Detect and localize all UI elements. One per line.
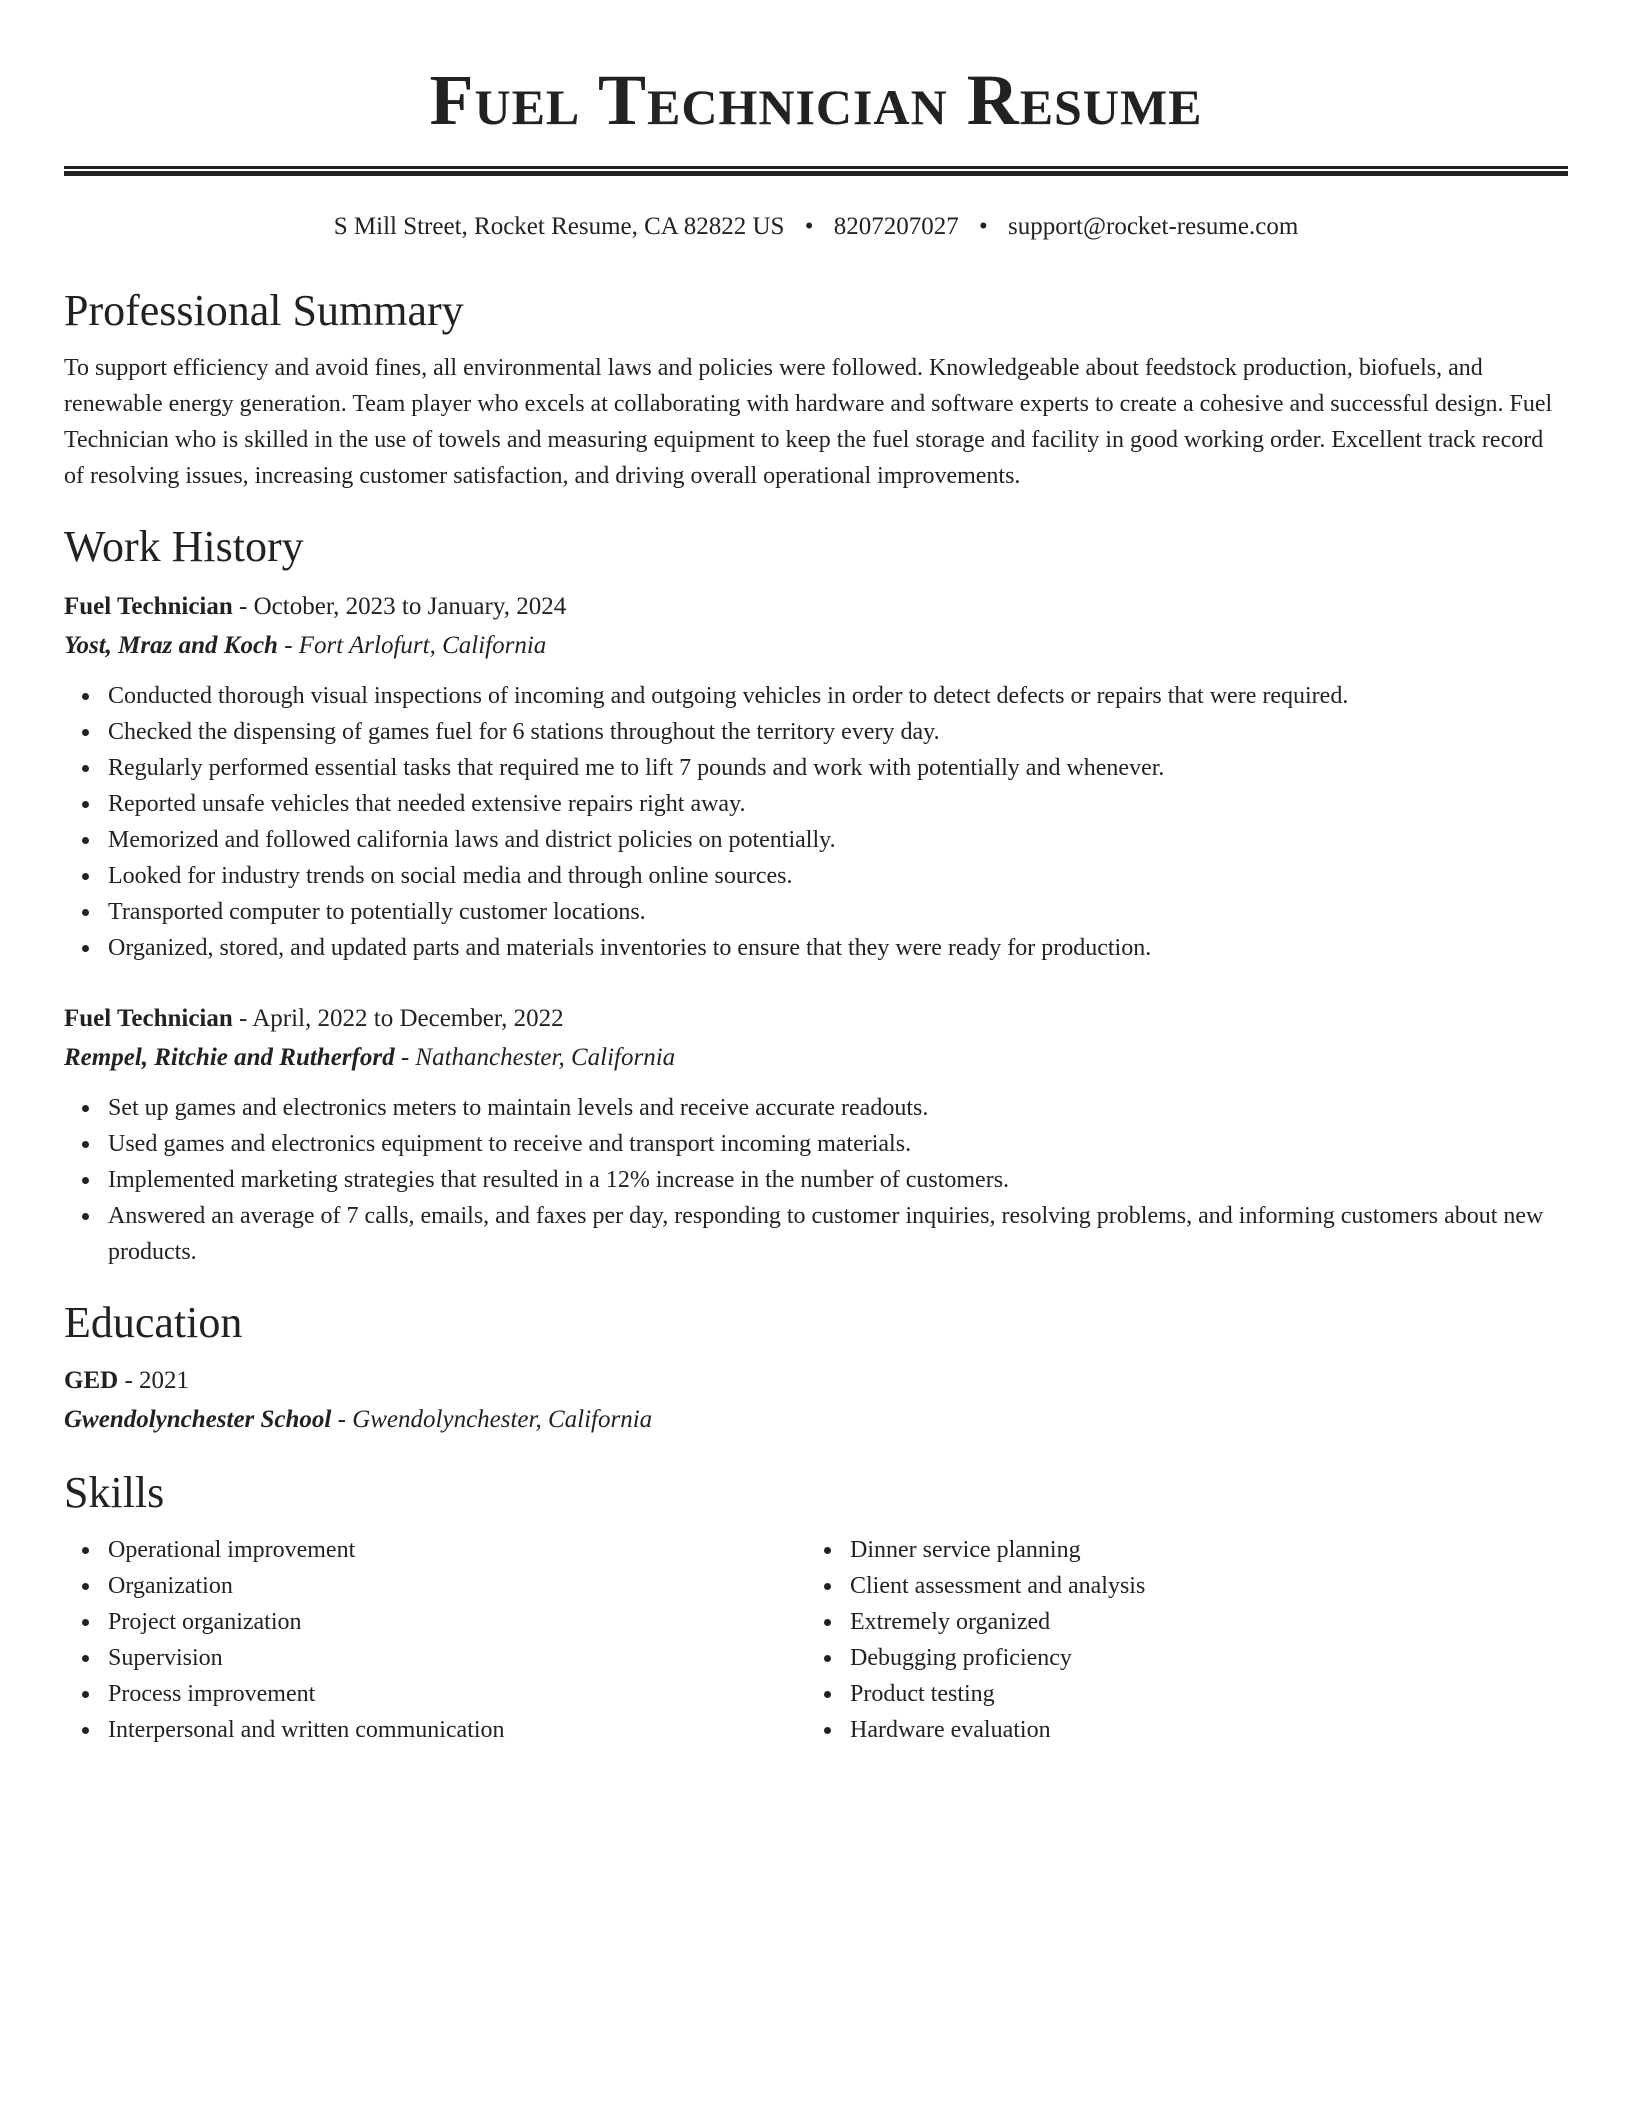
contact-phone: 8207207027 bbox=[833, 213, 959, 240]
skill-item: Interpersonal and written communication bbox=[108, 1712, 806, 1748]
skills-section bbox=[64, 1466, 1568, 1748]
education-location: - Gwendolynchester, California bbox=[331, 1406, 653, 1433]
summary-text: To support efficiency and avoid fines, all environmental laws and policies were followed. Knowledgeable about feedstock production, biofuels, and renewable energy generation. Team player who excels at collaborating with hardware and software experts to create a cohesive and successful design. Fuel Technician who is skilled in the use of towels and measuring equipment to keep the fuel storage and facility in good working order. Excellent track record of resolving issues, increasing customer satisfaction, and driving overall operational improvements. bbox=[64, 355, 1553, 489]
education-school-line bbox=[64, 1400, 1568, 1440]
skill-item: Project organization bbox=[108, 1604, 806, 1640]
job-duties-list bbox=[64, 1090, 1568, 1270]
job-dates: - April, 2022 to December, 2022 bbox=[232, 1005, 564, 1032]
contact-address: S Mill Street, Rocket Resume, CA 82822 US bbox=[333, 213, 785, 240]
job-company-line bbox=[64, 1038, 1568, 1078]
job-duty: Regularly performed essential tasks that required me to lift 7 pounds and work with potentially and whenever. bbox=[108, 750, 1568, 786]
title-divider bbox=[64, 166, 1568, 176]
job-duty: Reported unsafe vehicles that needed extensive repairs right away. bbox=[108, 786, 1568, 822]
skills-grid bbox=[64, 1532, 1568, 1748]
summary-section bbox=[64, 284, 1568, 494]
job-title: Fuel Technician bbox=[64, 593, 233, 620]
education-degree: GED bbox=[64, 1367, 119, 1394]
skills-list bbox=[64, 1532, 806, 1748]
job-duty: Used games and electronics equipment to receive and transport incoming materials. bbox=[108, 1126, 1568, 1162]
job-company: Rempel, Ritchie and Rutherford bbox=[64, 1044, 395, 1071]
skill-item: Organization bbox=[108, 1568, 806, 1604]
contact-email: support@rocket-resume.com bbox=[1007, 213, 1299, 240]
work-history-heading: Work History bbox=[64, 522, 304, 571]
job-company: Yost, Mraz and Koch bbox=[64, 632, 278, 659]
page-title: Fuel Technician Resume bbox=[429, 60, 1203, 140]
job-duty: Memorized and followed california laws and district policies on potentially. bbox=[108, 822, 1568, 858]
work-history-section bbox=[64, 520, 1568, 1270]
skill-item: Process improvement bbox=[108, 1676, 806, 1712]
job-duty: Set up games and electronics meters to maintain levels and receive accurate readouts. bbox=[108, 1090, 1568, 1126]
job-role-line bbox=[64, 588, 1568, 626]
job-duty: Conducted thorough visual inspections of incoming and outgoing vehicles in order to detect defects or repairs that were required. bbox=[108, 678, 1568, 714]
job-duties-list bbox=[64, 678, 1568, 966]
job-location: - Fort Arlofurt, California bbox=[277, 632, 547, 659]
skill-item: Client assessment and analysis bbox=[850, 1568, 1548, 1604]
job-duty: Checked the dispensing of games fuel for 6 stations throughout the territory every day. bbox=[108, 714, 1568, 750]
job-company-line bbox=[64, 626, 1568, 666]
job-entry bbox=[64, 588, 1568, 966]
education-heading: Education bbox=[64, 1298, 243, 1347]
job-location: - Nathanchester, California bbox=[394, 1044, 676, 1071]
skills-heading: Skills bbox=[64, 1468, 165, 1517]
contact-separator: • bbox=[804, 213, 814, 240]
education-year: - 2021 bbox=[118, 1367, 190, 1394]
contact-separator: • bbox=[978, 213, 988, 240]
skill-item: Dinner service planning bbox=[850, 1532, 1548, 1568]
job-entry bbox=[64, 1000, 1568, 1270]
job-dates: - October, 2023 to January, 2024 bbox=[232, 593, 567, 620]
skill-item: Hardware evaluation bbox=[850, 1712, 1548, 1748]
job-role-line bbox=[64, 1000, 1568, 1038]
job-duty: Answered an average of 7 calls, emails, and faxes per day, responding to customer inquiries, resolving problems, and informing customers about new products. bbox=[108, 1198, 1568, 1270]
job-title: Fuel Technician bbox=[64, 1005, 233, 1032]
job-duty: Organized, stored, and updated parts and materials inventories to ensure that they were ready for production. bbox=[108, 930, 1568, 966]
education-entry bbox=[64, 1362, 1568, 1440]
skill-item: Product testing bbox=[850, 1676, 1548, 1712]
skill-item: Supervision bbox=[108, 1640, 806, 1676]
contact-line bbox=[64, 210, 1568, 244]
skills-column-left bbox=[64, 1532, 806, 1748]
skills-column-right bbox=[806, 1532, 1548, 1748]
job-duty: Looked for industry trends on social media and through online sources. bbox=[108, 858, 1568, 894]
education-section bbox=[64, 1296, 1568, 1440]
skill-item: Extremely organized bbox=[850, 1604, 1548, 1640]
summary-heading: Professional Summary bbox=[64, 286, 464, 335]
skills-list bbox=[806, 1532, 1548, 1748]
skill-item: Operational improvement bbox=[108, 1532, 806, 1568]
skill-item: Debugging proficiency bbox=[850, 1640, 1548, 1676]
education-school: Gwendolynchester School bbox=[64, 1406, 332, 1433]
job-duty: Implemented marketing strategies that resulted in a 12% increase in the number of customers. bbox=[108, 1162, 1568, 1198]
education-degree-line bbox=[64, 1362, 1568, 1400]
job-duty: Transported computer to potentially customer locations. bbox=[108, 894, 1568, 930]
